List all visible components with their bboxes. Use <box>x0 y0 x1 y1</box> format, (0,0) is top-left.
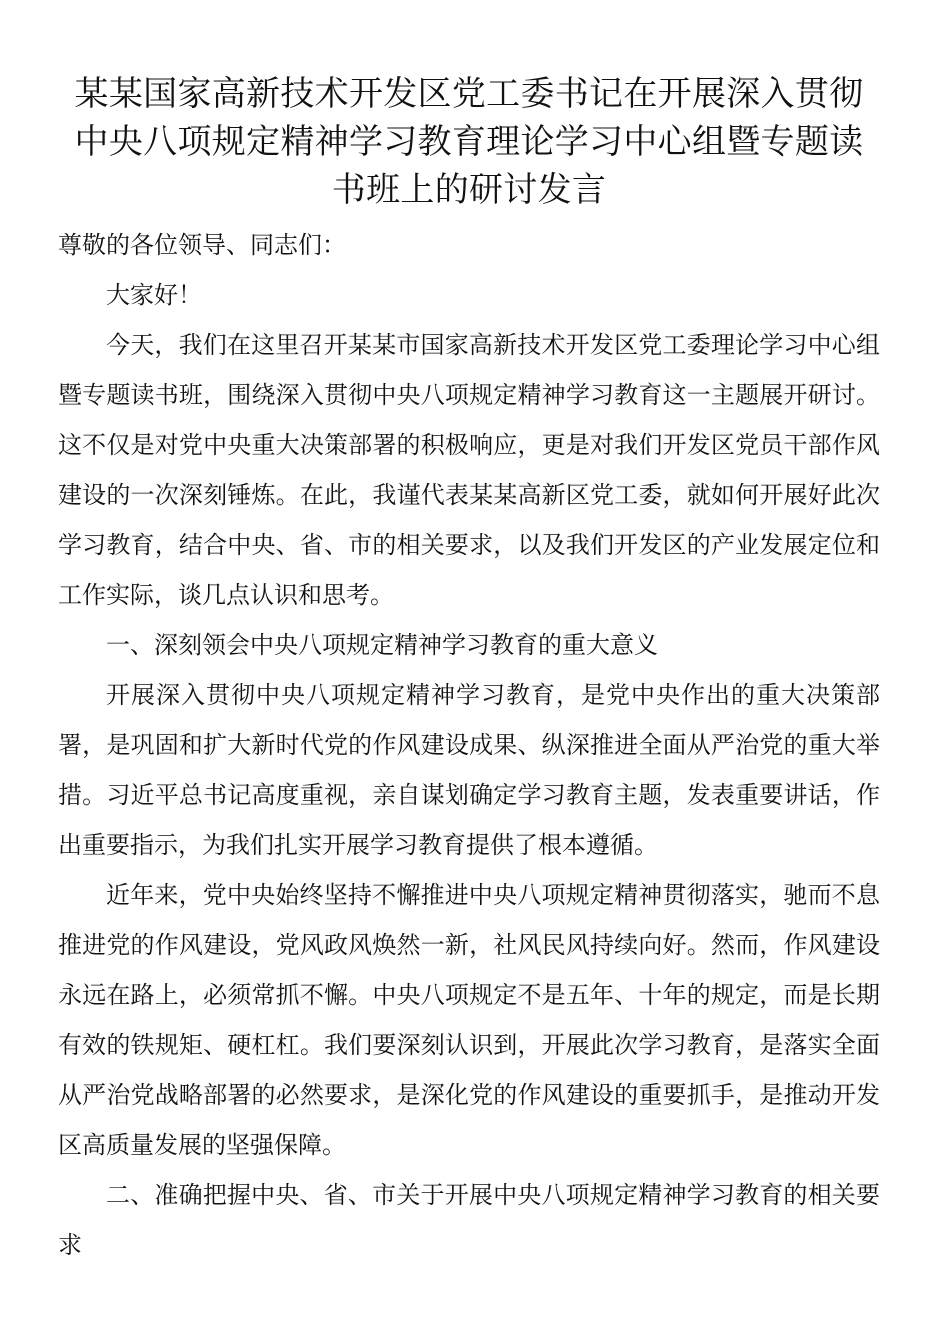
section-1-paragraph-2: 近年来，党中央始终坚持不懈推进中央八项规定精神贯彻落实，驰而不息推进党的作风建设，党风政风焕然一新，社风民风持续向好。然而，作风建设永远在路上，必须常抓不懈。中央八项规定不是五年、十年的规定，而是长期有效的铁规矩、硬杠杠。我们要深刻认识到，开展此次学习教育，是落实全面从严治党战略部署的必然要求，是深化党的作风建设的重要抓手，是推动开发区高质量发展的坚强保障。 <box>58 881 880 1159</box>
intro-paragraph: 今天，我们在这里召开某某市国家高新技术开发区党工委理论学习中心组暨专题读书班，围绕深入贯彻中央八项规定精神学习教育这一主题展开研讨。这不仅是对党中央重大决策部署的积极响应，更是对我们开发区党员干部作风建设的一次深刻锤炼。在此，我谨代表某某高新区党工委，就如何开展好此次学习教育，结合中央、省、市的相关要求，以及我们开发区的产业发展定位和工作实际，谈几点认识和思考。 <box>58 331 880 609</box>
section-1-paragraph-1: 开展深入贯彻中央八项规定精神学习教育，是党中央作出的重大决策部署，是巩固和扩大新时代党的作风建设成果、纵深推进全面从严治党的重大举措。习近平总书记高度重视，亲自谋划确定学习教育主题，发表重要讲话，作出重要指示，为我们扎实开展学习教育提供了根本遵循。 <box>58 681 880 859</box>
section-2-heading: 二、准确把握中央、省、市关于开展中央八项规定精神学习教育的相关要求 <box>58 1181 880 1259</box>
section-1-heading: 一、深刻领会中央八项规定精神学习教育的重大意义 <box>106 631 658 659</box>
greeting: 尊敬的各位领导、同志们： <box>58 231 346 259</box>
salutation: 大家好！ <box>106 281 202 309</box>
document-page <box>58 70 880 1270</box>
document-title: 某某国家高新技术开发区党工委书记在开展深入贯彻中央八项规定精神学习教育理论学习中心组暨专题读书班上的研讨发言 <box>74 74 864 210</box>
